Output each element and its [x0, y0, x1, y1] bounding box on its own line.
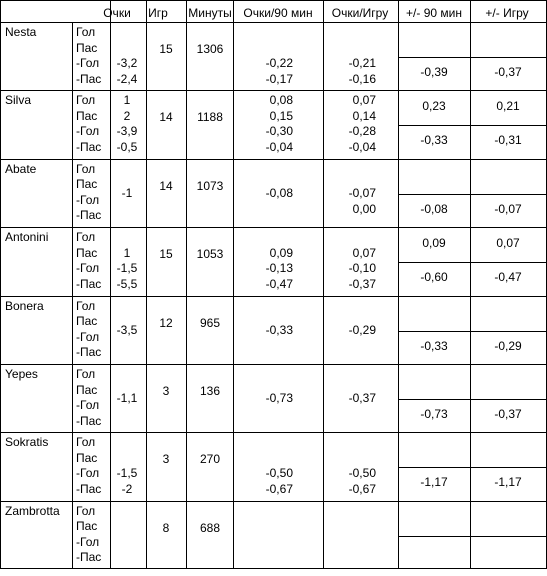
stat-label: Пас [76, 519, 98, 534]
minutes-value: 965 [199, 315, 221, 330]
plusminus-90-value: 0,09 [422, 236, 446, 251]
header-points-per-90: Очки/90 мин [243, 6, 313, 20]
games-value: 12 [159, 315, 173, 330]
column-divider [398, 0, 399, 569]
points-per-90-value: -0,22 [265, 56, 293, 70]
plusminus-90-value: 0,23 [422, 99, 446, 114]
points-per-90-value: 0,15 [269, 108, 293, 123]
points-per-90-value: -0,17 [265, 71, 293, 86]
plusminus-90-value: -0,39 [420, 65, 448, 79]
points-per-game-value: -0,67 [348, 481, 376, 496]
points-value: -1 [121, 185, 133, 200]
plusminus-game-value: -1,17 [494, 475, 522, 490]
games-value: 15 [159, 247, 173, 262]
stat-label: Пас [76, 177, 98, 192]
points-per-90-value: -0,08 [265, 185, 293, 200]
plusminus-game-value: -0,37 [494, 65, 522, 79]
stat-label: Гол [76, 230, 96, 245]
points-per-game-value: -0,10 [348, 261, 376, 276]
minutes-value: 1306 [196, 42, 224, 56]
column-divider [110, 0, 111, 569]
stat-label: -Гол [76, 192, 100, 207]
points-per-game-value: -0,07 [348, 185, 376, 200]
points-per-game-value: -0,29 [348, 322, 376, 337]
points-value: -3,5 [116, 322, 138, 337]
games-value: 8 [162, 520, 170, 535]
stat-label: -Пас [76, 481, 102, 496]
column-divider [233, 0, 234, 569]
plusminus-game-value: 0,21 [496, 99, 520, 114]
minutes-value: 1073 [196, 178, 224, 193]
stat-label: Пас [76, 450, 98, 465]
minutes-value: 270 [199, 452, 221, 467]
header-games: Игр [148, 6, 168, 20]
minutes-value: 1053 [196, 247, 224, 262]
plusminus-90-value: -0,73 [420, 407, 448, 421]
stat-label: -Гол [76, 56, 100, 70]
stat-label: -Гол [76, 398, 100, 412]
player-name: Abate [5, 161, 37, 176]
plusminus-game-value: -0,31 [494, 133, 522, 148]
plusminus-split-line [398, 331, 546, 332]
points-per-game-value: -0,16 [348, 71, 376, 86]
points-value: -1,1 [116, 391, 138, 405]
points-per-game-value: 0,14 [352, 108, 376, 123]
plusminus-game-value: -0,29 [494, 338, 522, 353]
plusminus-90-value: -0,08 [420, 201, 448, 216]
stat-label: -Гол [76, 329, 100, 344]
stat-label: Гол [76, 93, 96, 108]
stat-label: -Пас [76, 345, 102, 360]
stat-label: Гол [76, 435, 96, 450]
plusminus-split-line [398, 467, 546, 468]
plusminus-split-line [398, 194, 546, 195]
stat-label: -Гол [76, 124, 100, 139]
header-minutes: Минуты [188, 6, 232, 20]
table-border-top [0, 0, 547, 1]
points-value: -2 [121, 481, 133, 496]
plusminus-split-line [398, 399, 546, 400]
games-value: 15 [159, 42, 173, 56]
plusminus-game-value: -0,07 [494, 201, 522, 216]
header-separator [0, 22, 547, 23]
table-border-bottom [0, 568, 547, 569]
stat-label: Пас [76, 108, 98, 123]
points-value: -5,5 [116, 276, 138, 291]
stat-label: -Гол [76, 466, 100, 481]
points-value: 1 [123, 93, 131, 108]
header-plusminus-90: +/- 90 мин [406, 6, 462, 20]
column-divider [0, 0, 1, 569]
points-per-90-value: 0,09 [269, 245, 293, 260]
plusminus-90-value: -1,17 [420, 475, 448, 490]
points-per-90-value: -0,04 [265, 139, 293, 154]
column-divider [323, 0, 324, 569]
points-per-90-value: -0,50 [265, 466, 293, 481]
stat-label: Гол [76, 298, 96, 313]
column-divider [146, 0, 147, 569]
points-per-90-value: -0,30 [265, 124, 293, 139]
points-per-game-value: -0,37 [348, 276, 376, 291]
games-value: 3 [162, 384, 170, 398]
points-value: -2,4 [116, 71, 138, 86]
stat-label: Гол [76, 367, 96, 381]
points-value: -1,5 [116, 466, 138, 481]
column-divider [72, 22, 73, 569]
points-per-90-value: -0,47 [265, 276, 293, 291]
stat-label: Гол [76, 25, 96, 39]
player-name: Nesta [5, 25, 37, 39]
points-per-game-value: 0,07 [352, 245, 376, 260]
stat-label: -Пас [76, 413, 102, 428]
points-per-game-value: -0,04 [348, 139, 376, 154]
column-divider [186, 0, 187, 569]
player-name: Yepes [5, 367, 38, 381]
plusminus-split-line [398, 57, 546, 58]
stat-label: -Пас [76, 139, 102, 154]
row-separator [0, 501, 547, 502]
plusminus-split-line [398, 262, 546, 263]
stat-label: -Пас [76, 550, 102, 565]
stat-label: Пас [76, 382, 98, 397]
stat-label: Пас [76, 40, 98, 55]
points-value: -3,9 [116, 124, 138, 139]
plusminus-split-line [398, 125, 546, 126]
points-per-game-value: 0,07 [352, 93, 376, 108]
points-per-90-value: -0,67 [265, 481, 293, 496]
stat-label: -Гол [76, 261, 100, 276]
player-name: Bonera [5, 298, 44, 313]
minutes-value: 1188 [197, 110, 223, 125]
header-points-per-game: Очки/Игру [331, 6, 389, 20]
stat-label: -Гол [76, 534, 100, 549]
row-separator [0, 364, 547, 365]
row-separator [0, 159, 547, 160]
stat-label: -Пас [76, 71, 102, 86]
plusminus-split-line [398, 536, 546, 537]
stat-label: Гол [76, 503, 96, 518]
header-points: Очки [103, 6, 131, 20]
plusminus-90-value: -0,33 [420, 338, 448, 353]
row-separator [0, 227, 547, 228]
points-per-90-value: -0,33 [265, 322, 293, 337]
games-value: 3 [162, 452, 170, 467]
points-per-90-value: 0,08 [269, 93, 293, 108]
plusminus-90-value: -0,60 [420, 270, 448, 285]
minutes-value: 136 [199, 384, 221, 398]
points-value: -0,5 [116, 139, 138, 154]
points-value: -1,5 [116, 261, 138, 276]
stat-label: -Пас [76, 208, 102, 223]
plusminus-game-value: 0,07 [496, 236, 520, 251]
points-per-game-value: -0,37 [348, 391, 376, 405]
row-separator [0, 432, 547, 433]
row-separator [0, 90, 547, 91]
stat-label: Гол [76, 161, 96, 176]
points-value: 1 [123, 245, 131, 260]
minutes-value: 688 [199, 520, 221, 535]
points-per-game-value: 0,00 [352, 201, 376, 216]
points-per-game-value: -0,50 [348, 466, 376, 481]
games-value: 14 [159, 110, 173, 125]
games-value: 14 [159, 178, 173, 193]
player-name: Sokratis [5, 435, 49, 450]
points-per-game-value: -0,28 [348, 124, 376, 139]
stat-label: -Пас [76, 276, 102, 291]
points-per-game-value: -0,21 [348, 56, 376, 70]
plusminus-game-value: -0,37 [494, 407, 522, 421]
player-name: Antonini [5, 230, 49, 245]
plusminus-90-value: -0,33 [420, 133, 448, 148]
player-name: Silva [5, 93, 32, 108]
stat-label: Пас [76, 245, 98, 260]
plusminus-game-value: -0,47 [494, 270, 522, 285]
header-plusminus-game: +/- Игру [485, 6, 529, 20]
points-value: 2 [123, 108, 131, 123]
column-divider [470, 0, 471, 569]
row-separator [0, 296, 547, 297]
player-name: Zambrotta [5, 503, 60, 518]
points-value: -3,2 [116, 56, 138, 70]
stat-label: Пас [76, 314, 98, 329]
points-per-90-value: -0,73 [265, 391, 293, 405]
points-per-90-value: -0,13 [265, 261, 293, 276]
